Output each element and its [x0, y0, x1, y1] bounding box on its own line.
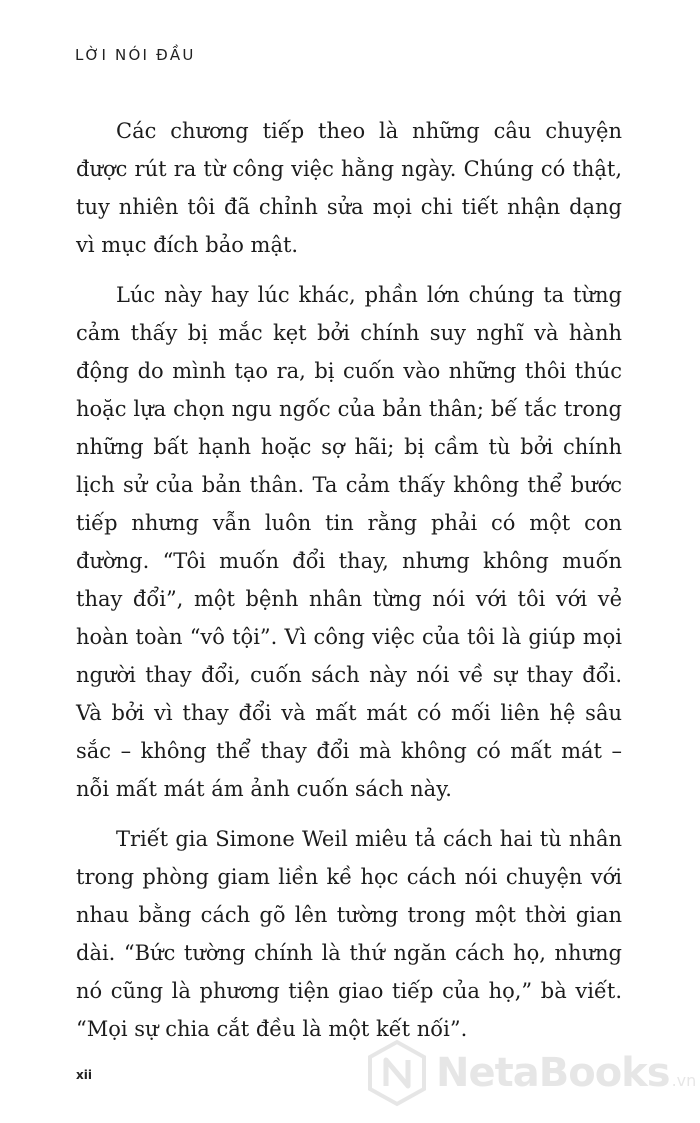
watermark: [362, 1036, 696, 1110]
page-number: xii: [76, 1068, 92, 1082]
body-text: [76, 112, 622, 1060]
paragraph: Các chương tiếp theo là những câu chuyện được rút ra từ công việc hằng ngày. Chúng có thật, tuy nhiên tôi đã chỉnh sửa mọi chi tiết nhận dạng vì mục đích bảo mật.: [76, 119, 622, 257]
running-head: LỜI NÓI ĐẦU: [75, 46, 196, 64]
paragraph: Triết gia Simone Weil miêu tả cách hai tù nhân trong phòng giam liền kề học cách nói chuyện với nhau bằng cách gõ lên tường trong một thời gian dài. “Bức tường chính là thứ ngăn cách họ, nhưng nó cũng là phương tiện giao tiếp của họ,” bà viết. “Mọi sự chia cắt đều là một kết nối”.: [76, 827, 622, 1041]
watermark-suffix: .vn: [671, 1070, 697, 1090]
watermark-brand: NetaBooks: [436, 1050, 670, 1096]
paragraph: Lúc này hay lúc khác, phần lớn chúng ta từng cảm thấy bị mắc kẹt bởi chính suy nghĩ và hành động do mình tạo ra, bị cuốn vào những thôi thúc hoặc lựa chọn ngu ngốc của bản thân; bế tắc trong những bất hạnh hoặc sợ hãi; bị cầm tù bởi chính lịch sử của bản thân. Ta cảm thấy không thể bước tiếp nhưng vẫn luôn tin rằng phải có một con đường. “Tôi muốn đổi thay, nhưng không muốn thay đổi”, một bệnh nhân từng nói với tôi với vẻ hoàn toàn “vô tội”. Vì công việc của tôi là giúp mọi người thay đổi, cuốn sách này nói về sự thay đổi. Và bởi vì thay đổi và mất mát có mối liên hệ sâu sắc – không thể thay đổi mà không có mất mát – nỗi mất mát ám ảnh cuốn sách này.: [76, 283, 622, 801]
netabooks-logo-icon: [362, 1038, 432, 1108]
